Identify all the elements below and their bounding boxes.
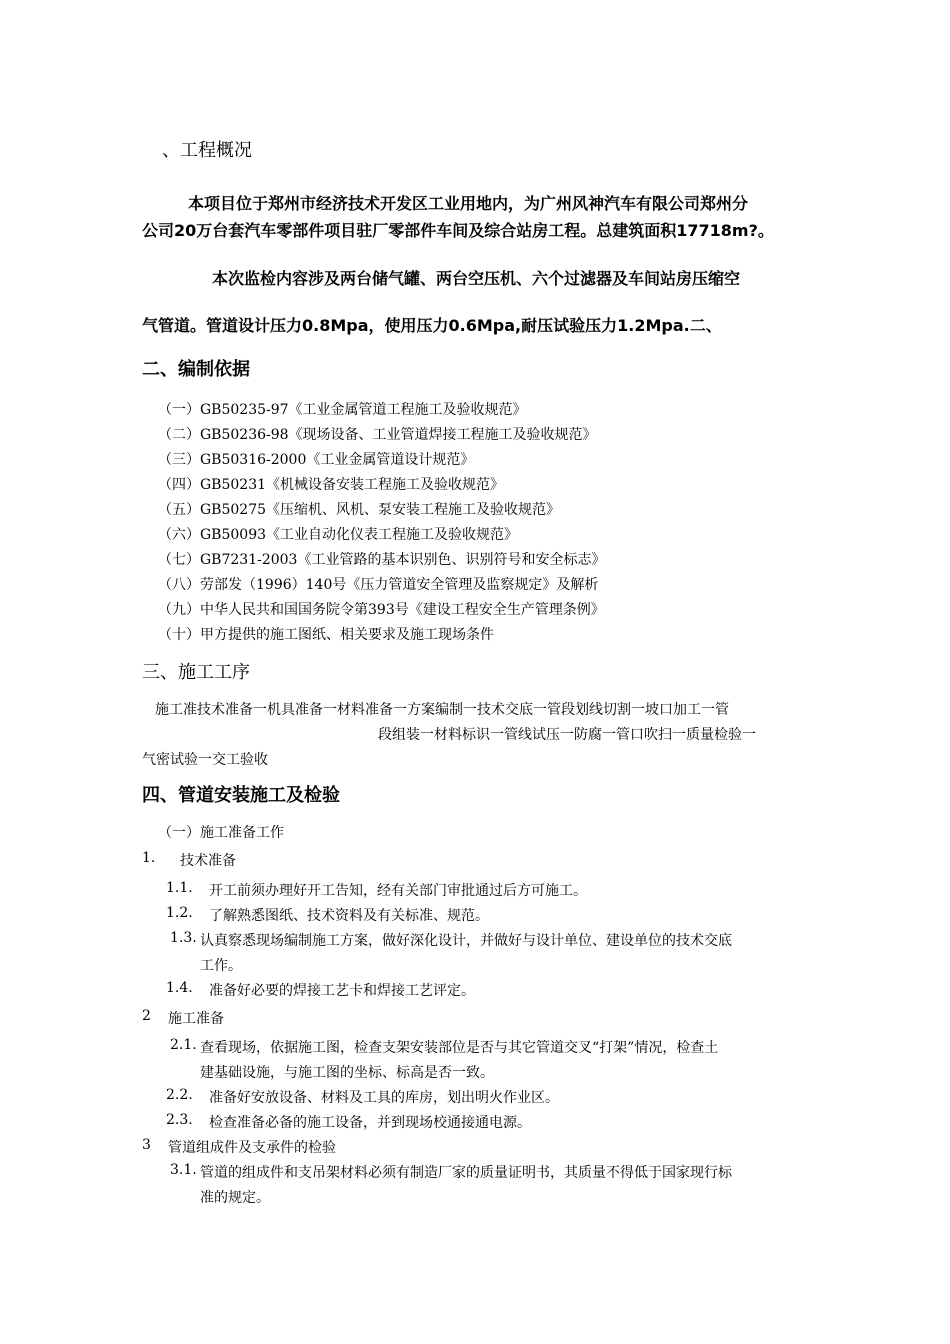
list-item: （十）甲方提供的施工图纸、相关要求及施工现场条件 bbox=[158, 627, 494, 643]
group2-title: 施工准备 bbox=[168, 1011, 224, 1027]
list-item: （一）GB50235-97《工业金属管道工程施工及验收规范》 bbox=[158, 402, 527, 418]
group1-title: 技术准备 bbox=[180, 853, 236, 869]
item-2-3-text: 检查准备必备的施工设备，并到现场校通接通电源。 bbox=[209, 1115, 531, 1131]
section-heading-basis: 二、编制依据 bbox=[142, 359, 250, 380]
list-item: （七）GB7231-2003《工业管路的基本识别色、识别符号和安全标志》 bbox=[158, 552, 606, 568]
section-heading-overview: 、工程概况 bbox=[162, 140, 252, 161]
overview-para2-line1: 本次监检内容涉及两台储气罐、两台空压机、六个过滤器及车间站房压缩空 bbox=[212, 269, 741, 288]
list-item: （三）GB50316-2000《工业金属管道设计规范》 bbox=[158, 452, 475, 468]
item-2-2-number: 2.2. bbox=[166, 1087, 193, 1103]
item-1-2-text: 了解熟悉图纸、技术资料及有关标准、规范。 bbox=[209, 908, 489, 924]
overview-para1-line2: 公司20万台套汽车零部件项目驻厂零部件车间及综合站房工程。总建筑面积17718m?。 bbox=[142, 221, 774, 240]
overview-para1-line1: 本项目位于郑州市经济技术开发区工业用地内，为广州风神汽车有限公司郑州分 bbox=[188, 194, 749, 213]
list-item: （五）GB50275《压缩机、风机、泵安装工程施工及验收规范》 bbox=[158, 502, 561, 518]
item-1-1-text: 开工前须办理好开工告知，经有关部门审批通过后方可施工。 bbox=[209, 883, 587, 899]
basis-list bbox=[158, 398, 605, 648]
item-1-2-number: 1.2. bbox=[166, 905, 193, 921]
item-2-2-text: 准备好安放设备、材料及工具的库房，划出明火作业区。 bbox=[209, 1090, 559, 1106]
item-2-1-number: 2.1. bbox=[170, 1037, 197, 1053]
procedure-line3: 气密试验一交工验收 bbox=[142, 752, 268, 768]
list-item: （九）中华人民共和国国务院令第393号《建设工程安全生产管理条例》 bbox=[158, 602, 605, 618]
list-item: （八）劳部发（1996）140号《压力管道安全管理及监察规定》及解析 bbox=[158, 577, 599, 593]
item-3-1-number: 3.1. bbox=[170, 1162, 197, 1178]
item-3-1-line1: 管道的组成件和支吊架材料必须有制造厂家的质量证明书，其质量不得低于国家现行标 bbox=[200, 1165, 732, 1181]
list-item: （二）GB50236-98《现场设备、工业管道焊接工程施工及验收规范》 bbox=[158, 427, 597, 443]
item-1-3-line1: 认真察悉现场编制施工方案，做好深化设计，并做好与设计单位、建设单位的技术交底 bbox=[200, 933, 732, 949]
item-1-3-number: 1.3. bbox=[170, 930, 197, 946]
procedure-line2: 段组装一材料标识一管线试压一防腐一管口吹扫一质量检验一 bbox=[378, 727, 756, 743]
item-1-1-number: 1.1. bbox=[166, 880, 193, 896]
group3-title: 管道组成件及支承件的检验 bbox=[168, 1140, 336, 1156]
item-1-4-number: 1.4. bbox=[166, 980, 193, 996]
list-item: （四）GB50231《机械设备安装工程施工及验收规范》 bbox=[158, 477, 505, 493]
list-item: （六）GB50093《工业自动化仪表工程施工及验收规范》 bbox=[158, 527, 519, 543]
item-2-3-number: 2.3. bbox=[166, 1112, 193, 1128]
item-2-1-line1: 查看现场，依据施工图，检查支架安装部位是否与其它管道交叉“打架”情况，检查土 bbox=[200, 1040, 719, 1056]
group3-number: 3 bbox=[142, 1137, 151, 1153]
item-2-1-line2: 建基础设施，与施工图的坐标、标高是否一致。 bbox=[200, 1065, 494, 1081]
overview-para2-line2: 气管道。管道设计压力0.8Mpa，使用压力0.6Mpa,耐压试验压力1.2Mpa.二、 bbox=[142, 316, 722, 335]
procedure-line1: 施工准技术准备一机具准备一材料准备一方案编制一技术交底一管段划线切割一坡口加工一管 bbox=[155, 702, 729, 718]
item-1-4-text: 准备好必要的焊接工艺卡和焊接工艺评定。 bbox=[209, 983, 475, 999]
section-heading-procedure: 三、施工工序 bbox=[142, 662, 250, 683]
group2-number: 2 bbox=[142, 1008, 151, 1024]
sub-heading-prep-work: （一）施工准备工作 bbox=[158, 825, 284, 841]
group1-number: 1. bbox=[142, 850, 156, 866]
item-3-1-line2: 准的规定。 bbox=[200, 1190, 270, 1206]
item-1-3-line2: 工作。 bbox=[200, 958, 242, 974]
section-heading-installation: 四、管道安装施工及检验 bbox=[142, 785, 340, 806]
